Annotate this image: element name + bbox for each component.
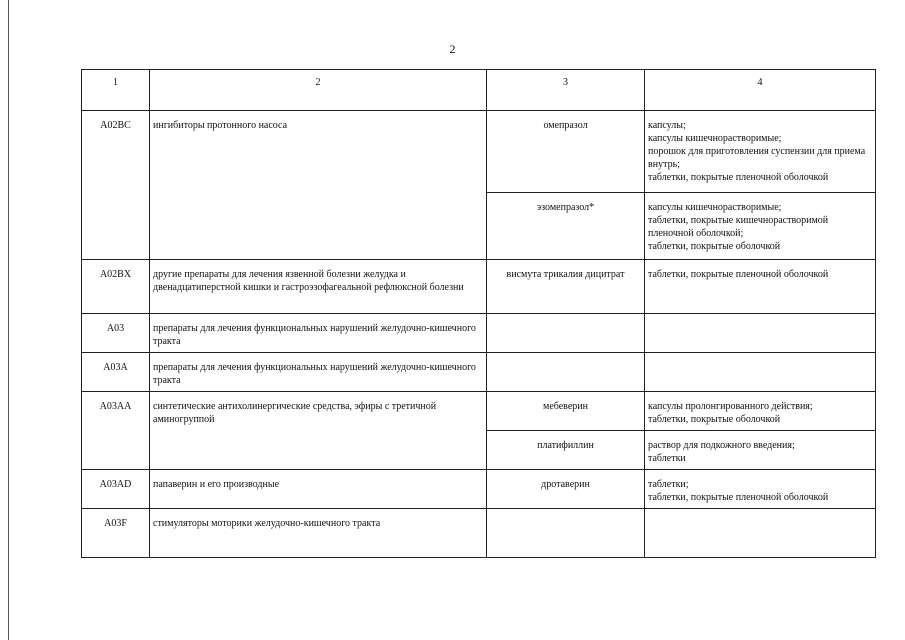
dosage-form-line: капсулы кишечнорастворимые; — [648, 133, 782, 144]
table-row — [82, 353, 876, 392]
dosage-form-line: таблетки, покрытые оболочкой — [648, 241, 781, 252]
dosage-forms-cell — [645, 431, 876, 470]
atc-code-cell: A03F — [82, 509, 150, 558]
dosage-forms-cell — [645, 111, 876, 193]
group-description-cell: другие препараты для лечения язвенной болезни желудка и двенадцатиперстной кишки и гастроэзофагеальной рефлюксной болезни — [150, 260, 487, 314]
dosage-forms-cell — [645, 470, 876, 509]
table-row — [82, 509, 876, 558]
header-cell-2: 2 — [150, 70, 487, 111]
dosage-forms-cell — [645, 353, 876, 392]
drug-name-cell: омепразол — [487, 111, 645, 193]
group-description-cell: синтетические антихолинергические средства, эфиры с третичной аминогруппой — [150, 392, 487, 470]
dosage-form-line: таблетки — [648, 453, 686, 464]
dosage-forms-cell — [645, 392, 876, 431]
header-cell-1: 1 — [82, 70, 150, 111]
drug-name-cell: платифиллин — [487, 431, 645, 470]
atc-code-cell: A03A — [82, 353, 150, 392]
dosage-form-line: таблетки, покрытые пленочной оболочкой — [648, 269, 829, 280]
dosage-form-line: таблетки, покрытые пленочной оболочкой — [648, 172, 829, 183]
table-row — [82, 470, 876, 509]
header-cell-4: 4 — [645, 70, 876, 111]
dosage-forms-cell — [645, 260, 876, 314]
dosage-forms-cell — [645, 314, 876, 353]
page-number: 2 — [449, 42, 456, 56]
dosage-form-line: раствор для подкожного введения; — [648, 440, 795, 451]
drug-name-cell: мебеверин — [487, 392, 645, 431]
drug-name-cell — [487, 509, 645, 558]
drug-name-cell — [487, 314, 645, 353]
drug-name-cell: дротаверин — [487, 470, 645, 509]
group-description-cell: препараты для лечения функциональных нарушений желудочно-кишечного тракта — [150, 314, 487, 353]
dosage-form-line: таблетки, покрытые кишечнорастворимой пленочной оболочкой; — [648, 215, 829, 239]
atc-code-cell: A03 — [82, 314, 150, 353]
dosage-form-line: таблетки; — [648, 479, 689, 490]
group-description-cell: препараты для лечения функциональных нарушений желудочно-кишечного тракта — [150, 353, 487, 392]
drug-name-cell: висмута трикалия дицитрат — [487, 260, 645, 314]
dosage-form-line: таблетки, покрытые оболочкой — [648, 414, 781, 425]
table-body — [82, 70, 876, 558]
dosage-forms-cell — [645, 193, 876, 260]
header-cell-3: 3 — [487, 70, 645, 111]
atc-code-cell: A02BX — [82, 260, 150, 314]
group-description-cell: папаверин и его производные — [150, 470, 487, 509]
group-description-cell: стимуляторы моторики желудочно-кишечного тракта — [150, 509, 487, 558]
page-left-edge-line — [8, 0, 9, 640]
table-row — [82, 260, 876, 314]
atc-code-cell: A03AD — [82, 470, 150, 509]
dosage-form-line: капсулы пролонгированного действия; — [648, 401, 813, 412]
dosage-forms-cell — [645, 509, 876, 558]
atc-code-cell: A03AA — [82, 392, 150, 470]
table-row — [82, 314, 876, 353]
dosage-form-line: порошок для приготовления суспензии для приема внутрь; — [648, 146, 866, 170]
dosage-form-line: таблетки, покрытые пленочной оболочкой — [648, 492, 829, 503]
table-row — [82, 111, 876, 193]
group-description-cell: ингибиторы протонного насоса — [150, 111, 487, 260]
table-row — [82, 392, 876, 431]
drug-name-cell — [487, 353, 645, 392]
dosage-form-line: капсулы кишечнорастворимые; — [648, 202, 782, 213]
drug-name-cell: эзомепразол* — [487, 193, 645, 260]
dosage-form-line: капсулы; — [648, 120, 686, 131]
table-header-row — [82, 70, 876, 111]
medications-table — [81, 69, 876, 558]
atc-code-cell: A02BC — [82, 111, 150, 260]
